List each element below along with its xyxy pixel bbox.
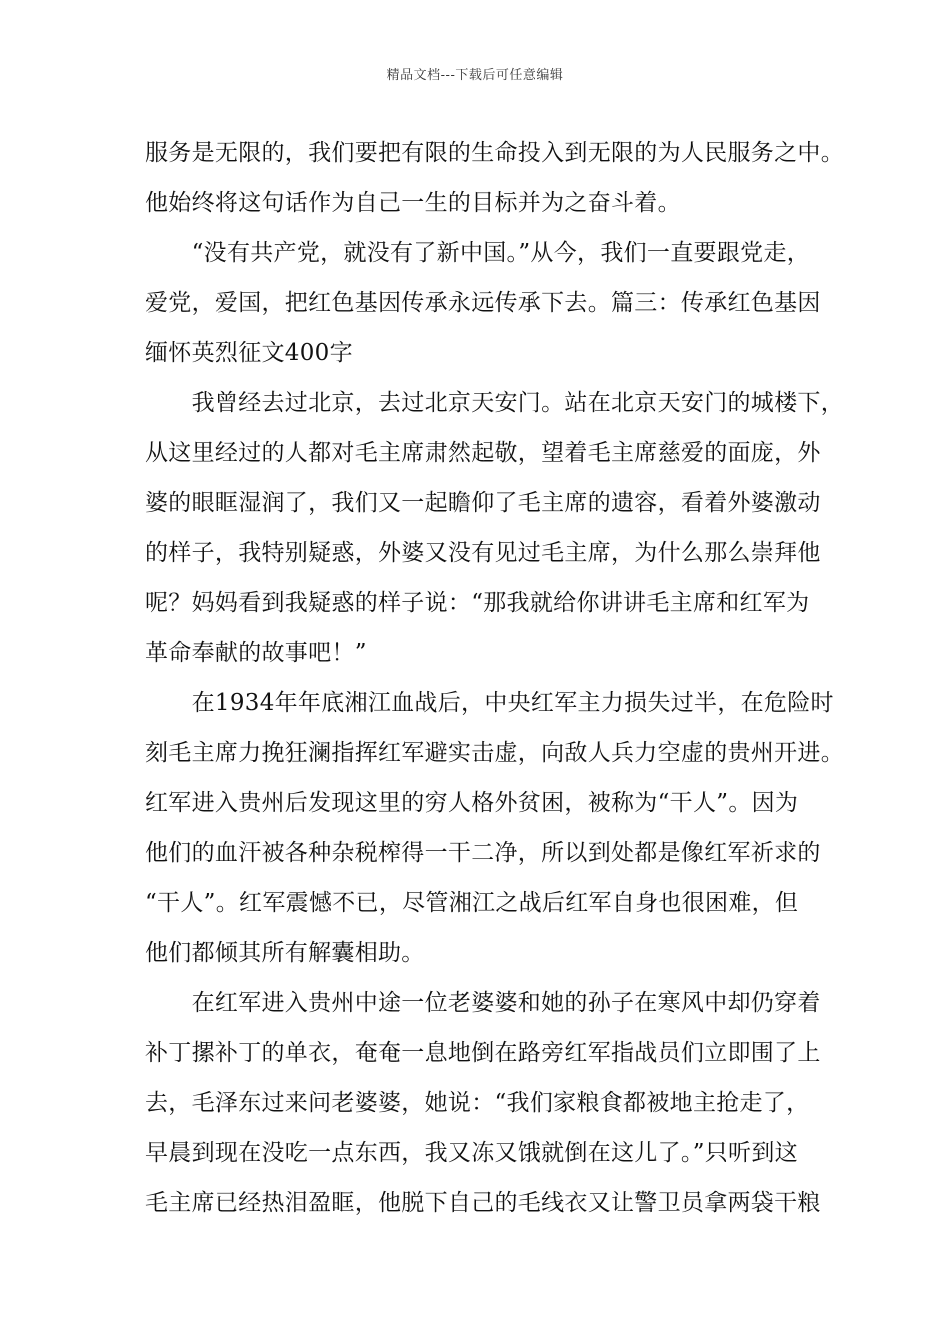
text-line: 他们都倾其所有解囊相助。 xyxy=(145,940,425,966)
text-line: “没有共产党，就没有了新中国。”从今，我们一直要跟党走， xyxy=(145,240,811,266)
text-line: 在1934年年底湘江血战后，中央红军主力损失过半，在危险时 xyxy=(145,690,834,716)
text-line: 缅怀英烈征文400字 xyxy=(145,340,353,366)
text-line: 在红军进入贵州中途一位老婆婆和她的孙子在寒风中却仍穿着 xyxy=(145,990,821,1016)
text-line: 我曾经去过北京，去过北京天安门。站在北京天安门的城楼下， xyxy=(145,390,844,416)
text-line: 早晨到现在没吃一点东西，我又冻又饿就倒在这儿了。”只听到这 xyxy=(145,1140,798,1166)
text-line: 补丁摞补丁的单衣，奄奄一息地倒在路旁红军指战员们立即围了上 xyxy=(145,1040,821,1066)
text-line: 从这里经过的人都对毛主席肃然起敬，望着毛主席慈爱的面庞，外 xyxy=(145,440,821,466)
text-line: 呢？妈妈看到我疑惑的样子说：“那我就给你讲讲毛主席和红军为 xyxy=(145,590,810,616)
text-line: 他们的血汗被各种杂税榨得一干二净，所以到处都是像红军祈求的 xyxy=(145,840,821,866)
text-line: 红军进入贵州后发现这里的穷人格外贫困，被称为“干人”。因为 xyxy=(145,790,799,816)
text-line: “干人”。红军震憾不已，尽管湘江之战后红军自身也很困难，但 xyxy=(145,890,799,916)
text-line: 婆的眼眶湿润了，我们又一起瞻仰了毛主席的遗容，看着外婆激动 xyxy=(145,490,821,516)
text-line: 他始终将这句话作为自己一生的目标并为之奋斗着。 xyxy=(145,190,681,216)
text-line: 去，毛泽东过来问老婆婆，她说：“我们家粮食都被地主抢走了， xyxy=(145,1090,810,1116)
text-line: 爱党，爱国，把红色基因传承永远传承下去。篇三：传承红色基因 xyxy=(145,290,821,316)
page-header: 精品文档---下载后可任意编辑 xyxy=(386,68,564,83)
document-body xyxy=(145,128,844,1228)
text-line: 服务是无限的，我们要把有限的生命投入到无限的为人民服务之中。 xyxy=(145,140,844,166)
text-line: 刻毛主席力挽狂澜指挥红军避实击虚，向敌人兵力空虚的贵州开进。 xyxy=(145,740,844,766)
text-line: 毛主席已经热泪盈眶，他脱下自己的毛线衣又让警卫员拿两袋干粮 xyxy=(145,1190,821,1216)
text-line: 革命奉献的故事吧！” xyxy=(145,640,367,666)
text-line: 的样子，我特别疑惑，外婆又没有见过毛主席，为什么那么崇拜他 xyxy=(145,540,821,566)
